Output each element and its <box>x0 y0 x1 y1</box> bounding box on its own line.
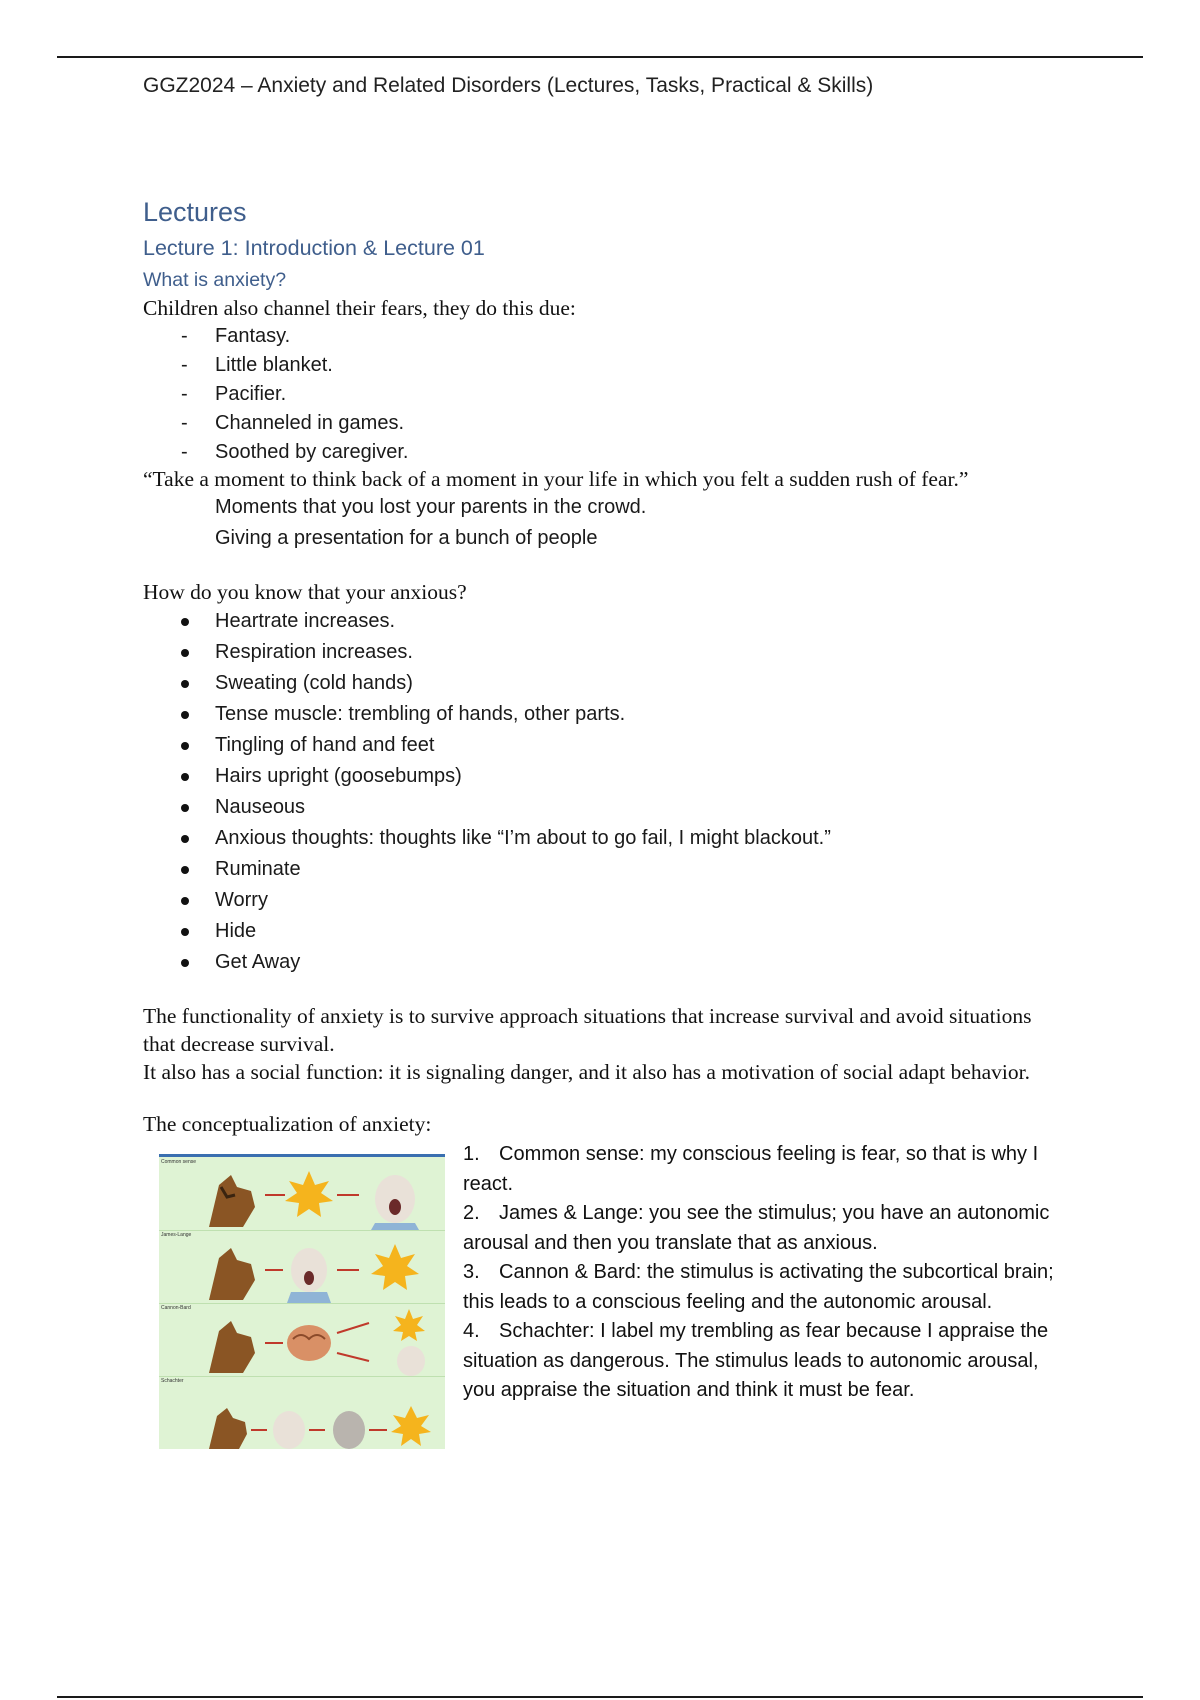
bullet-icon <box>181 618 189 626</box>
social-function-paragraph: It also has a social function: it is signaling danger, and it also has a motivation of social adapt behavior. <box>143 1060 1031 1084</box>
bullet-icon <box>181 897 189 905</box>
figure-row-james-lange <box>159 1230 445 1304</box>
dash-marker: - <box>181 354 188 376</box>
list-item: Tense muscle: trembling of hands, other parts. <box>143 699 1063 730</box>
figure-row-cannon-bard <box>159 1303 445 1377</box>
list-item: - Pacifier. <box>143 380 1063 409</box>
conceptualization-row <box>143 1140 1063 1460</box>
bullet-icon <box>181 742 189 750</box>
bullet-icon <box>181 773 189 781</box>
subsection-heading: What is anxiety? <box>143 269 287 291</box>
list-item: Worry <box>143 885 1063 916</box>
quote-text: “Take a moment to think back of a moment in your life in which you felt a sudden rush of fear.” <box>143 467 969 491</box>
children-list <box>143 322 1063 467</box>
bottom-rule <box>57 1696 1143 1698</box>
list-item: Hairs upright (goosebumps) <box>143 761 1063 792</box>
dash-marker: - <box>181 412 188 434</box>
figure-row-common-sense <box>159 1157 445 1231</box>
figure-row-label: Common sense <box>161 1159 197 1165</box>
spacer <box>143 1086 1063 1110</box>
list-item: Respiration increases. <box>143 637 1063 668</box>
list-item: Ruminate <box>143 854 1063 885</box>
symptoms-question: How do you know that your anxious? <box>143 580 467 604</box>
list-item: - Little blanket. <box>143 351 1063 380</box>
list-item: - Soothed by caregiver. <box>143 438 1063 467</box>
children-intro: Children also channel their fears, they do this due: <box>143 296 576 320</box>
dog-brain-illustration <box>159 1303 445 1376</box>
dash-marker: - <box>181 441 188 463</box>
symptoms-list <box>143 606 1063 978</box>
spacer <box>143 554 1063 578</box>
section-heading: Lectures <box>143 197 247 227</box>
dog-face-face-star-illustration <box>159 1376 445 1449</box>
quote-example: Moments that you lost your parents in the crowd. <box>215 496 647 518</box>
dash-marker: - <box>181 325 188 347</box>
list-item: 3. Cannon & Bard: the stimulus is activating the subcortical brain; this leads to a conscious feeling and the autonomic arousal. <box>463 1261 1054 1313</box>
list-item: Nauseous <box>143 792 1063 823</box>
list-item: - Fantasy. <box>143 322 1063 351</box>
bullet-icon <box>181 959 189 967</box>
list-item: Heartrate increases. <box>143 606 1063 637</box>
quote-example: Giving a presentation for a bunch of people <box>215 527 598 549</box>
dash-marker: - <box>181 383 188 405</box>
function-paragraph: The functionality of anxiety is to survive approach situations that increase survival and avoid situations that decrease survival. <box>143 1004 1032 1056</box>
list-item: Get Away <box>143 947 1063 978</box>
bullet-icon <box>181 928 189 936</box>
conceptualization-title: The conceptualization of anxiety: <box>143 1112 432 1136</box>
bullet-icon <box>181 804 189 812</box>
spacer <box>143 978 1063 1002</box>
bullet-icon <box>181 649 189 657</box>
figure-row-label: Schachter <box>161 1378 184 1384</box>
dog-star-face-illustration <box>159 1157 445 1230</box>
document-page <box>143 70 1063 1460</box>
figure-row-label: James-Lange <box>161 1232 192 1238</box>
list-item: 2. James & Lange: you see the stimulus; you have an autonomic arousal and then you translate that as anxious. <box>463 1202 1050 1254</box>
list-item: - Channeled in games. <box>143 409 1063 438</box>
emotion-theories-figure <box>159 1154 445 1449</box>
list-item: Sweating (cold hands) <box>143 668 1063 699</box>
top-rule <box>57 56 1143 58</box>
bullet-icon <box>181 835 189 843</box>
list-item: Anxious thoughts: thoughts like “I’m about to go fail, I might blackout.” <box>143 823 1063 854</box>
figure-row-label: Cannon-Bard <box>161 1305 191 1311</box>
dog-face-star-illustration <box>159 1230 445 1303</box>
lecture-heading: Lecture 1: Introduction & Lecture 01 <box>143 236 485 260</box>
list-item: 4. Schachter: I label my trembling as fear because I appraise the situation as dangerous. The stimulus leads to autonomic arousal, you appraise the situation and think it must be fear. <box>463 1320 1049 1401</box>
bullet-icon <box>181 680 189 688</box>
bullet-icon <box>181 711 189 719</box>
theories-list <box>463 1140 1063 1406</box>
list-item: 1. Common sense: my conscious feeling is fear, so that is why I react. <box>463 1143 1039 1195</box>
list-item: Tingling of hand and feet <box>143 730 1063 761</box>
figure-row-schachter <box>159 1376 445 1449</box>
document-header: GGZ2024 – Anxiety and Related Disorders (Lectures, Tasks, Practical & Skills) <box>143 74 874 97</box>
bullet-icon <box>181 866 189 874</box>
list-item: Hide <box>143 916 1063 947</box>
